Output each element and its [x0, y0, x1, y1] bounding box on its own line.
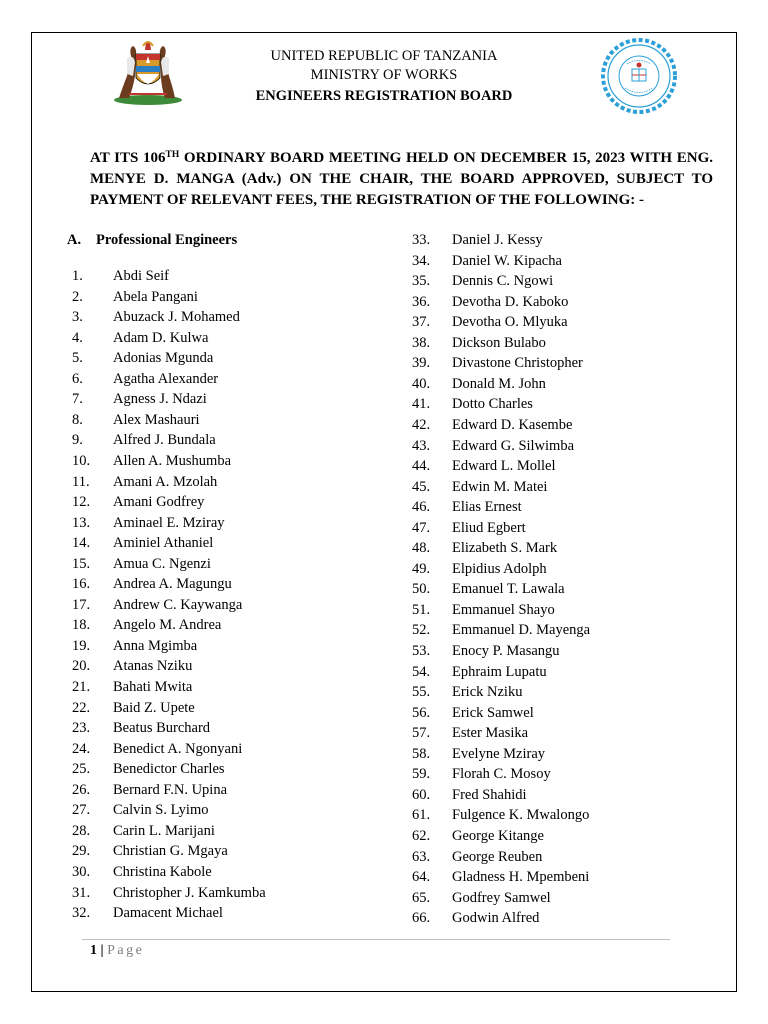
- engineer-name: Edwin M. Matei: [452, 478, 548, 495]
- list-item-number: 27.: [72, 802, 91, 819]
- page-footer: [90, 942, 144, 960]
- list-item-number: 58.: [412, 745, 431, 762]
- list-item-number: 49.: [412, 560, 431, 577]
- list-item-number: 55.: [412, 684, 431, 701]
- list-item-number: 14.: [72, 535, 91, 552]
- engineer-name: Emanuel T. Lawala: [452, 581, 565, 598]
- list-item-number: 33.: [412, 232, 431, 248]
- engineer-name: Christopher J. Kamkumba: [113, 884, 266, 901]
- list-item-number: 21.: [72, 679, 91, 695]
- section-heading: [67, 231, 237, 250]
- engineer-name: Calvin S. Lyimo: [113, 802, 209, 819]
- list-item-number: 7.: [72, 391, 83, 408]
- engineer-name: Dickson Bulabo: [452, 334, 546, 351]
- engineer-name: Alfred J. Bundala: [113, 432, 216, 449]
- engineer-name: Edward G. Silwimba: [452, 437, 575, 454]
- list-item-number: 44.: [412, 458, 431, 475]
- list-item-number: 41.: [412, 396, 431, 413]
- engineer-name: Carin L. Marijani: [113, 822, 215, 839]
- engineer-name: Beatus Burchard: [113, 720, 211, 737]
- list-item-number: 52.: [412, 622, 431, 639]
- engineer-name: Christina Kabole: [113, 863, 212, 880]
- engineer-name: Atanas Nziku: [113, 658, 193, 675]
- header-ministry: MINISTRY OF WORKS: [310, 67, 458, 83]
- list-item-number: 50.: [412, 581, 431, 598]
- engineer-name: Ester Masika: [452, 725, 529, 742]
- list-item-number: 46.: [412, 499, 431, 516]
- engineer-name: Donald M. John: [452, 375, 546, 392]
- list-item-number: 47.: [412, 519, 431, 536]
- engineer-name: Fulgence K. Mwalongo: [452, 807, 590, 824]
- footer-separator: |: [100, 943, 104, 958]
- section-title-text: Professional Engineers: [96, 232, 238, 248]
- engineer-name: Adam D. Kulwa: [113, 329, 209, 346]
- engineer-name: Ephraim Lupatu: [452, 663, 547, 680]
- list-item-number: 54.: [412, 663, 431, 680]
- engineer-name: Andrew C. Kaywanga: [113, 596, 243, 613]
- list-item-number: 24.: [72, 740, 91, 757]
- list-item-number: 22.: [72, 699, 91, 716]
- list-item-number: 4.: [72, 329, 83, 346]
- list-item-number: 29.: [72, 843, 91, 860]
- list-item-number: 61.: [412, 807, 431, 824]
- engineer-name: Florah C. Mosoy: [452, 766, 551, 783]
- engineer-name: Christian G. Mgaya: [113, 843, 228, 860]
- engineer-name: Divastone Christopher: [452, 355, 583, 372]
- engineer-name: Emmanuel Shayo: [452, 601, 555, 618]
- list-item-number: 51.: [412, 601, 431, 618]
- engineer-name: Godfrey Samwel: [452, 889, 551, 906]
- engineer-name: Erick Samwel: [452, 704, 534, 721]
- engineer-name: Aminael E. Mziray: [113, 514, 225, 531]
- page-label: Page: [107, 943, 145, 958]
- list-item-number: 3.: [72, 309, 83, 326]
- engineer-name: Alex Mashauri: [113, 411, 200, 428]
- engineer-name: Allen A. Mushumba: [113, 452, 232, 469]
- engineer-name: Devotha O. Mlyuka: [452, 314, 568, 331]
- list-item-number: 30.: [72, 863, 91, 880]
- list-item-number: 37.: [412, 314, 431, 331]
- engineer-name: Benedict A. Ngonyani: [113, 740, 243, 757]
- list-item-number: 8.: [72, 411, 83, 428]
- list-item-number: 56.: [412, 704, 431, 721]
- list-item-number: 59.: [412, 766, 431, 783]
- list-item-number: 6.: [72, 370, 83, 387]
- list-item-number: 5.: [72, 350, 83, 367]
- engineer-name: Evelyne Mziray: [452, 745, 546, 762]
- engineer-name: Amani Godfrey: [113, 494, 205, 511]
- list-item-number: 15.: [72, 555, 91, 572]
- list-item-number: 20.: [72, 658, 91, 675]
- list-item-number: 39.: [412, 355, 431, 372]
- engineer-name: Adonias Mgunda: [113, 350, 214, 367]
- list-item-number: 9.: [72, 432, 83, 449]
- engineer-name: Daniel W. Kipacha: [452, 252, 562, 269]
- list-item-number: 16.: [72, 576, 91, 593]
- engineer-name: Elizabeth S. Mark: [452, 540, 558, 557]
- engineer-name: Edward D. Kasembe: [452, 416, 573, 433]
- engineer-name: Baid Z. Upete: [113, 699, 195, 716]
- list-item-number: 13.: [72, 514, 91, 531]
- list-item-number: 57.: [412, 725, 431, 742]
- list-item-number: 2.: [72, 288, 83, 305]
- engineer-name: Dennis C. Ngowi: [452, 273, 554, 290]
- engineer-name: Amua C. Ngenzi: [113, 555, 211, 572]
- list-item-number: 45.: [412, 478, 431, 495]
- engineer-name: Bahati Mwita: [113, 679, 193, 695]
- erb-seal-logo: [598, 37, 680, 115]
- list-item-number: 19.: [72, 637, 91, 654]
- engineer-name: Amani A. Mzolah: [113, 473, 218, 490]
- engineer-name: Emmanuel D. Mayenga: [452, 622, 591, 639]
- engineer-name: Godwin Alfred: [452, 910, 540, 927]
- approval-statement: [90, 148, 713, 211]
- list-item-number: 32.: [72, 905, 91, 922]
- engineer-name: Agness J. Ndazi: [113, 391, 207, 408]
- engineer-name: Dotto Charles: [452, 396, 533, 413]
- engineer-name: Fred Shahidi: [452, 786, 527, 803]
- list-item-number: 53.: [412, 643, 431, 659]
- engineer-name: Anna Mgimba: [113, 637, 198, 654]
- list-item-number: 35.: [412, 273, 431, 290]
- section-letter: A.: [67, 232, 82, 248]
- list-item-number: 60.: [412, 786, 431, 803]
- list-item-number: 48.: [412, 540, 431, 557]
- engineer-name: Elias Ernest: [452, 499, 522, 516]
- list-item-number: 17.: [72, 596, 91, 613]
- engineer-name: George Reuben: [452, 848, 543, 865]
- engineer-name: Erick Nziku: [452, 684, 523, 701]
- engineer-name: Bernard F.N. Upina: [113, 781, 228, 798]
- engineer-name: Eliud Egbert: [452, 519, 526, 536]
- engineer-name: Abuzack J. Mohamed: [113, 309, 240, 326]
- list-item-number: 18.: [72, 617, 91, 634]
- list-item-number: 26.: [72, 781, 91, 798]
- engineer-name: Abdi Seif: [113, 268, 169, 284]
- engineer-name: Benedictor Charles: [113, 761, 225, 778]
- list-item-number: 40.: [412, 375, 431, 392]
- engineer-name: Daniel J. Kessy: [452, 232, 543, 248]
- engineer-name: Andrea A. Magungu: [113, 576, 232, 593]
- engineer-name: George Kitange: [452, 827, 544, 844]
- engineer-name: Agatha Alexander: [113, 370, 219, 387]
- list-item-number: 65.: [412, 889, 431, 906]
- list-item-number: 64.: [412, 869, 431, 886]
- engineer-name: Gladness H. Mpembeni: [452, 869, 590, 886]
- list-item-number: 43.: [412, 437, 431, 454]
- list-item-number: 36.: [412, 293, 431, 310]
- statement-text-start: AT ITS 106: [90, 150, 166, 166]
- page-number: 1: [90, 943, 97, 958]
- engineer-name: Enocy P. Masangu: [452, 643, 560, 659]
- list-item-number: 23.: [72, 720, 91, 737]
- list-item-number: 25.: [72, 761, 91, 778]
- engineer-name: Edward L. Mollel: [452, 458, 556, 475]
- footer-divider: [82, 939, 670, 940]
- engineer-name: Elpidius Adolph: [452, 560, 547, 577]
- header-country: UNITED REPUBLIC OF TANZANIA: [270, 48, 498, 64]
- list-item-number: 31.: [72, 884, 91, 901]
- list-item-number: 1.: [72, 268, 83, 284]
- engineer-name: Damacent Michael: [113, 905, 223, 922]
- list-item-number: 34.: [412, 252, 431, 269]
- ordinal-suffix: TH: [165, 150, 180, 160]
- list-item-number: 62.: [412, 827, 431, 844]
- list-item-number: 38.: [412, 334, 431, 351]
- list-item-number: 63.: [412, 848, 431, 865]
- header-board: ENGINEERS REGISTRATION BOARD: [255, 88, 513, 104]
- list-item-number: 28.: [72, 822, 91, 839]
- engineer-name: Angelo M. Andrea: [113, 617, 222, 634]
- engineer-name: Aminiel Athaniel: [113, 535, 214, 552]
- list-item-number: 10.: [72, 452, 91, 469]
- list-item-number: 11.: [72, 473, 90, 490]
- list-item-number: 12.: [72, 494, 91, 511]
- engineer-name: Devotha D. Kaboko: [452, 293, 569, 310]
- list-item-number: 66.: [412, 910, 431, 927]
- engineer-name: Abela Pangani: [113, 288, 198, 305]
- list-item-number: 42.: [412, 416, 431, 433]
- statement-text-rest: ORDINARY BOARD MEETING HELD ON DECEMBER 15, 2023 WITH ENG. MENYE D. MANGA (Adv.) ON THE CHAIR, THE BOARD APPROVED, SUBJECT TO PAYMENT OF RELEVANT FEES, THE REGISTRATION OF THE FOLLOWING: -: [90, 150, 714, 208]
